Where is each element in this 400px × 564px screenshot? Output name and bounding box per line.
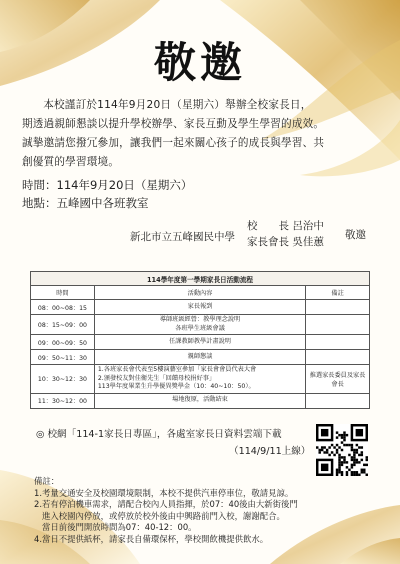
signatory-name: 吳佳蕙 <box>292 236 324 248</box>
row-time: 11：30~12：00 <box>31 393 95 408</box>
schedule-caption: 114學年度第一學期家長日活動流程 <box>31 272 370 286</box>
notes-heading: 備註： <box>34 476 60 486</box>
invite-word: 敬邀 <box>345 229 366 241</box>
row-note <box>306 350 370 365</box>
role-label: 家長會長 <box>247 236 289 248</box>
row-note <box>306 315 370 335</box>
row-note: 推選家長委員及家長會長 <box>306 365 370 394</box>
signatory-principal <box>247 218 324 234</box>
activity-line: 親師懇談 <box>187 352 213 360</box>
signatory-name: 呂治中 <box>292 220 324 232</box>
schedule-row <box>31 350 370 365</box>
column-header: 備註 <box>306 286 370 300</box>
activity-line: 場地復原，活動結束 <box>172 396 228 404</box>
note-item: 4.當日不提供紙杯，請家長自備環保杯，學校開飲機提供飲水。 <box>34 533 269 544</box>
page-title: 敬邀 <box>153 38 246 87</box>
notice-text[interactable]: 校網「114-1家長日專區」，各處室家長日資料雲端下載 <box>47 429 282 440</box>
signatory-pta-chair <box>247 234 324 250</box>
row-time: 08：00~08：15 <box>31 300 95 315</box>
row-note <box>306 300 370 315</box>
intro-line: 本校謹訂於114年9月20日（星期六）舉辦全校家長日， <box>43 99 312 111</box>
activity-line: 任課教師教學計畫說明 <box>169 337 231 345</box>
row-time: 08：15~09：00 <box>31 315 95 335</box>
role-label: 校 長 <box>247 220 289 232</box>
event-place: 地點：五峰國中各班教室 <box>22 196 149 210</box>
row-activity <box>94 335 305 350</box>
schedule-row <box>31 335 370 350</box>
intro-line: 創優質的學習環境。 <box>22 156 120 168</box>
schedule-row <box>31 365 370 394</box>
note-item: 2.若有停泊機車需求，請配合校內人員指揮，於07：40後由大新街後門 <box>34 499 298 510</box>
intro-line: 誠摯邀請您撥冗參加，讓我們一起來關心孩子的成長與學習、共 <box>22 137 325 149</box>
row-activity <box>94 393 305 408</box>
signature-block <box>130 218 380 254</box>
schedule-body <box>31 300 370 409</box>
schedule-row <box>31 393 370 408</box>
event-time: 時間：114年9月20日（星期六） <box>22 178 193 192</box>
intro-paragraph <box>22 96 380 172</box>
row-note <box>306 393 370 408</box>
schedule-row <box>31 300 370 315</box>
row-note <box>306 335 370 350</box>
column-header: 時間 <box>31 286 95 300</box>
activity-line: 2.頒發校友對佳衛先生「回饋母校捐好事」 <box>97 374 216 382</box>
activity-line: 家長報到 <box>187 302 213 310</box>
activity-line: 導師班級經營：教學理念說明 <box>159 316 241 323</box>
notice-date: （114/9/11上線） <box>229 446 311 457</box>
schedule-row <box>31 315 370 335</box>
row-time: 09：50~11：30 <box>31 350 95 365</box>
note-item: 1.考量交通安全及校園環境限制，本校不提供汽車停車位，敬請見諒。 <box>34 487 294 498</box>
activity-line: 各班學生班級會議 <box>175 324 225 332</box>
event-details <box>22 176 192 212</box>
school-name: 新北市立五峰國民中學 <box>130 231 235 243</box>
row-activity <box>94 350 305 365</box>
intro-line: 期透過親師懇談以提升學校辦學、家長互動及學生學習的成效。 <box>22 118 325 130</box>
row-activity <box>94 300 305 315</box>
schedule-table <box>30 271 370 409</box>
download-notice <box>36 426 310 460</box>
row-time: 10：30~12：30 <box>31 365 95 394</box>
bullet-icon: ◎ <box>36 429 45 440</box>
activity-line: 1.各班家長會代表至5樓演藝室參加「家長會會員代表大會 <box>97 366 257 373</box>
activity-line: 113學年度畢業生升學優異獎學金（10：40~10：50）。 <box>97 383 255 390</box>
row-activity <box>94 365 305 394</box>
note-item: 進入校園內停放，或停放於校外後由中興路前門入校，謝謝配合。 <box>42 510 285 521</box>
note-item: 當日前後門開放時間為07：40-12：00。 <box>42 522 197 533</box>
column-header: 活動內容 <box>94 286 305 300</box>
row-time: 09：00~09：50 <box>31 335 95 350</box>
signatories <box>247 218 324 250</box>
row-activity <box>94 315 305 335</box>
notes-section <box>34 476 374 546</box>
qr-code[interactable] <box>316 424 368 476</box>
